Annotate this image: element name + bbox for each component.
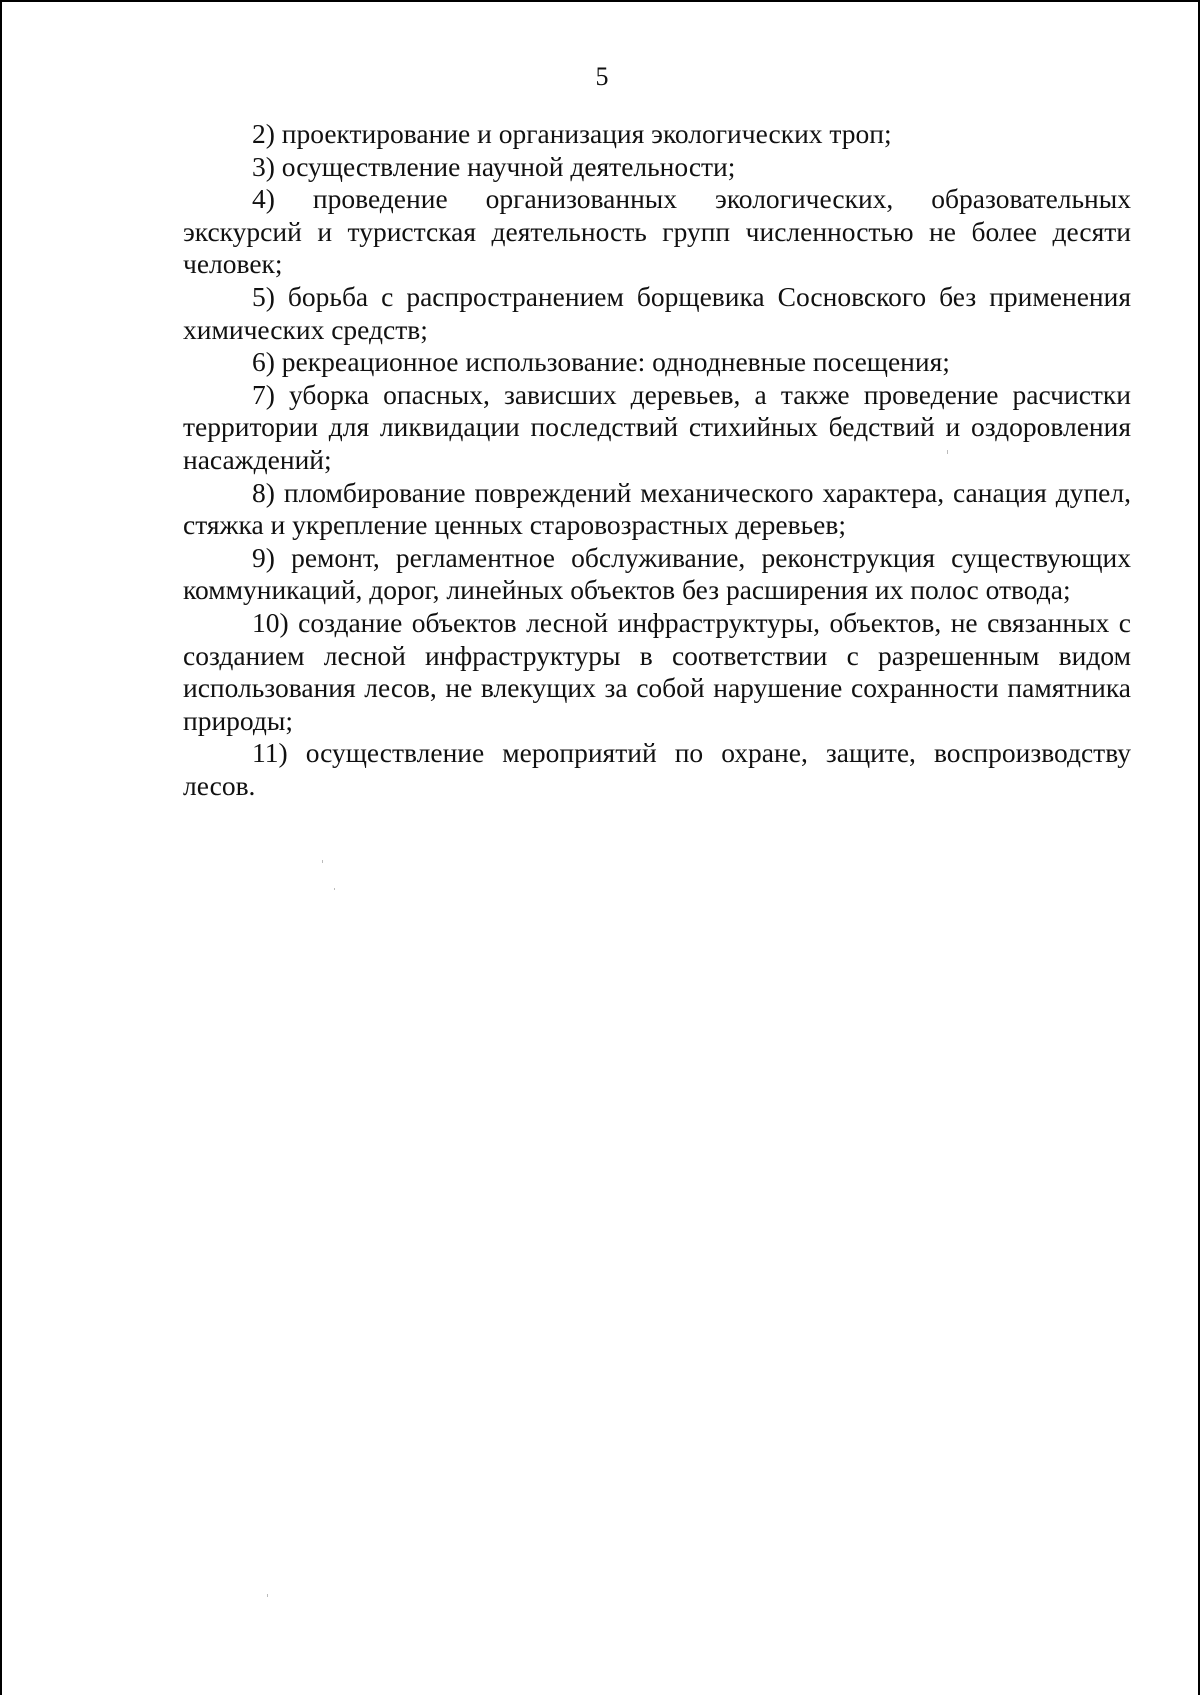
list-item: 2) проектирование и организация экологических троп; — [252, 118, 892, 149]
list-item: 9) ремонт, регламентное обслуживание, реконструкция существующих коммуникаций, дорог, линейных объектов без расширения их полос отвода; — [183, 541, 1131, 606]
list-item: 6) рекреационное использование: однодневные посещения; — [252, 346, 950, 378]
scan-speck — [947, 450, 948, 454]
list-item: 10) создание объектов лесной инфраструктуры, объектов, не связанных с созданием лесной инфраструктуры в соответствии с разрешенным видом использования лесов, не влекущих за собой нарушение сохранности памятника природы; — [183, 606, 1131, 736]
scan-speck — [334, 888, 335, 890]
list-item: 8) пломбирование повреждений механического характера, санация дупел, стяжка и укрепление ценных старовозрастных деревьев; — [183, 476, 1131, 541]
list-item: 3) осуществление научной деятельности; — [252, 150, 736, 182]
list-item: 5) борьба с распространением борщевика Сосновского без применения химических средств; — [183, 280, 1131, 345]
list-item: 7) уборка опасных, зависших деревьев, а также проведение расчистки территории для ликвидации последствий стихийных бедствий и оздоровления насаждений; — [183, 378, 1131, 475]
page-number: 5 — [595, 62, 609, 91]
list-item: 11) осуществление мероприятий по охране, защите, воспроизводству лесов. — [183, 737, 1131, 801]
scan-speck — [267, 1594, 268, 1597]
document-body — [183, 118, 1131, 802]
list-item: 4) проведение организованных экологических, образовательных экскурсий и туристская деятельность групп численностью не более десяти человек; — [183, 183, 1131, 280]
scan-speck — [322, 860, 323, 863]
